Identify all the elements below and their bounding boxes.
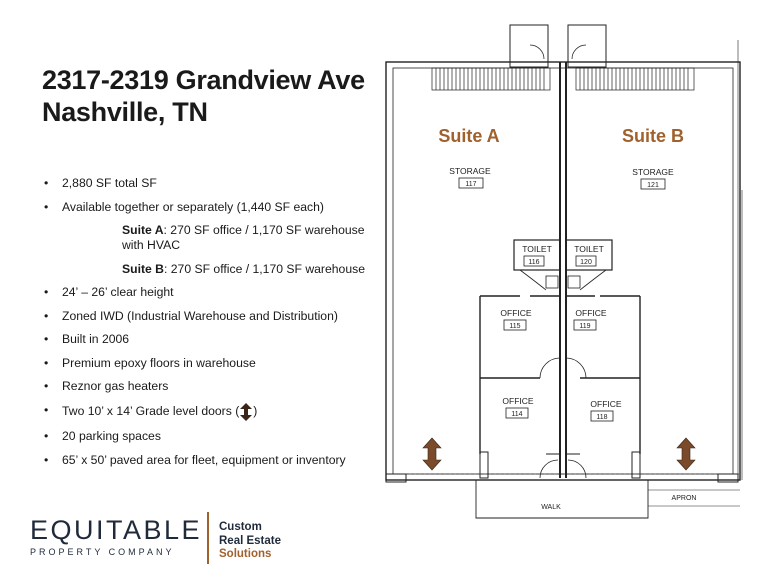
room-label: OFFICE — [500, 308, 532, 318]
suite-a-label: Suite A — [438, 126, 500, 146]
room-label: STORAGE — [632, 167, 674, 177]
wall-pier — [718, 474, 738, 482]
room-label: STORAGE — [449, 166, 491, 176]
door-swing-icon — [566, 358, 586, 378]
suite-b-label: Suite B — [621, 126, 685, 146]
door-nub-b — [568, 25, 606, 67]
sink-icon — [568, 276, 580, 288]
apron-label: APRON — [671, 495, 697, 502]
room-label: TOILET — [574, 244, 604, 254]
list-item: • Two 10’ x 14’ Grade level doors ( ) — [44, 403, 384, 421]
room-number: 115 — [509, 323, 521, 330]
list-item: • Reznor gas heaters — [44, 379, 169, 393]
list-item: • 2,880 SF total SF — [44, 176, 157, 190]
list-item: • Built in 2006 — [44, 332, 130, 346]
door-swing-icon — [540, 358, 560, 378]
sink-icon — [546, 276, 558, 288]
room-number: 116 — [528, 259, 540, 266]
room-number: 118 — [596, 414, 608, 421]
room-number: 120 — [580, 259, 592, 266]
double-arrow-icon — [423, 438, 441, 470]
logo-name: EQUITABLE — [30, 515, 203, 545]
title-city: Nashville, TN — [42, 97, 208, 127]
list-item: • Zoned IWD (Industrial Warehouse and Distribution) — [44, 308, 338, 323]
list-item: • Available together or separately (1,440 SF each) — [44, 199, 324, 214]
room-label: OFFICE — [590, 399, 622, 409]
double-arrow-icon — [677, 438, 695, 470]
wall-pier — [386, 474, 406, 482]
walk-outline — [476, 480, 648, 518]
fixture-icon — [520, 270, 546, 290]
room-label: TOILET — [522, 244, 552, 254]
list-item: • Premium epoxy floors in warehouse — [44, 355, 256, 370]
door-nub-a — [510, 25, 548, 67]
door-swing-icon — [572, 45, 586, 59]
room-number: 114 — [511, 411, 523, 418]
door-swing-icon — [568, 460, 586, 478]
list-item: • 24’ – 26’ clear height — [44, 285, 174, 299]
suite-b-detail: Suite B: 270 SF office / 1,170 SF warehouse — [122, 261, 365, 276]
door-swing-icon — [540, 460, 558, 478]
door-swing-icon — [530, 45, 544, 59]
walk-label: WALK — [541, 504, 561, 511]
logo-tagline: Custom Real Estate Solutions — [219, 521, 282, 560]
list-item: • 20 parking spaces — [44, 429, 161, 443]
suite-a-detail: Suite A: 270 SF office / 1,170 SF warehouse with HVAC — [122, 223, 365, 252]
stair-hatch-b — [576, 68, 694, 90]
room-label: OFFICE — [502, 396, 534, 406]
logo-subtitle: PROPERTY COMPANY — [30, 547, 175, 557]
room-number: 117 — [465, 181, 477, 188]
room-number: 121 — [647, 182, 659, 189]
building-outline — [386, 62, 740, 480]
list-item: • 65’ x 50’ paved area for fleet, equipment or inventory — [44, 452, 346, 467]
fixture-icon — [580, 270, 606, 290]
room-number: 119 — [579, 323, 591, 330]
room-label: OFFICE — [575, 308, 607, 318]
title-address: 2317-2319 Grandview Ave — [42, 65, 365, 95]
stair-hatch-a — [432, 68, 550, 90]
